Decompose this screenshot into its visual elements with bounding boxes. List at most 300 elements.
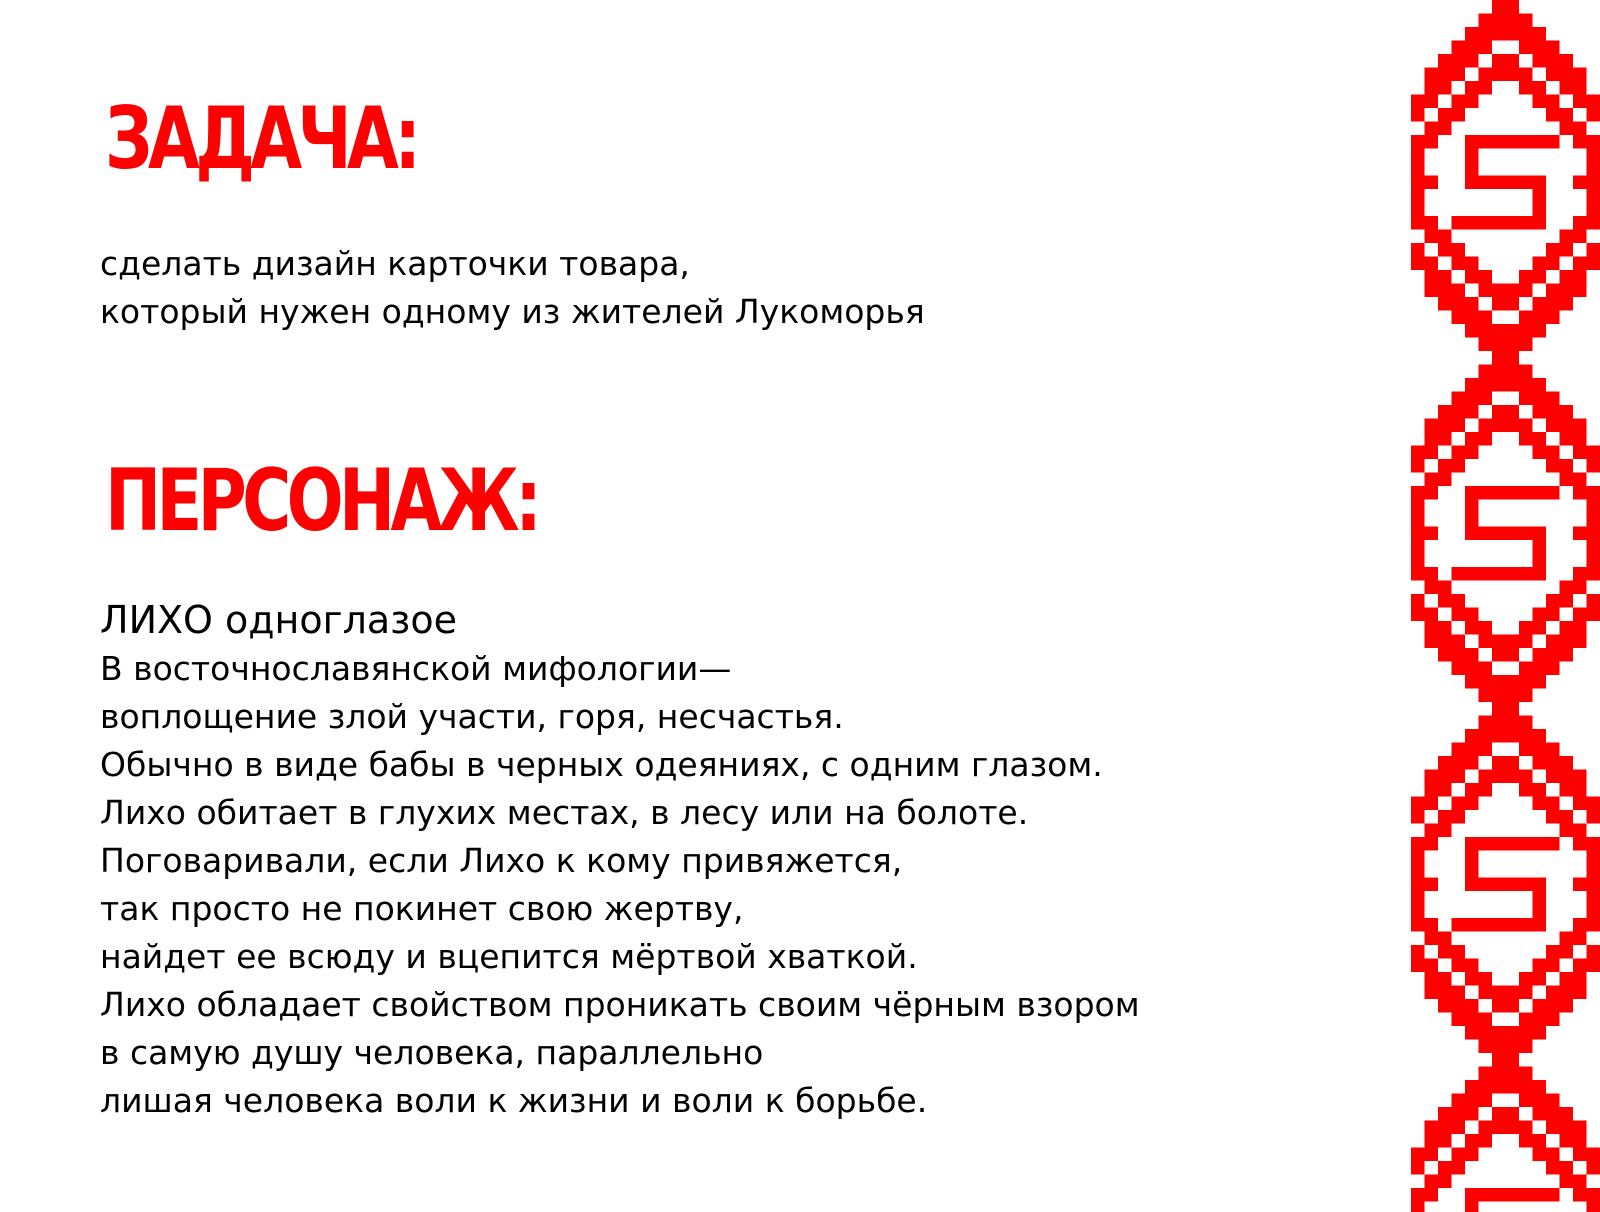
ornament-stitch	[1533, 648, 1547, 662]
ornament-stitch	[1492, 716, 1506, 730]
ornament-stitch	[1411, 864, 1425, 878]
ornament-stitch	[1546, 945, 1560, 959]
ornament-stitch	[1519, 338, 1533, 352]
ornament-stitch	[1492, 648, 1506, 662]
ornament-stitch	[1506, 1080, 1520, 1094]
ornament-stitch	[1425, 783, 1439, 797]
ornament-stitch	[1492, 68, 1506, 82]
ornament-stitch	[1573, 783, 1587, 797]
ornament-stitch	[1546, 108, 1560, 122]
ornament-stitch	[1465, 1148, 1479, 1162]
ornament-stitch	[1425, 972, 1439, 986]
ornament-stitch	[1479, 27, 1493, 41]
ornament-stitch	[1465, 1202, 1479, 1212]
ornament-stitch	[1533, 1188, 1547, 1202]
ornament-stitch	[1546, 1107, 1560, 1121]
ornament-stitch	[1425, 216, 1439, 230]
ornament-stitch	[1573, 1134, 1587, 1148]
ornament-stitch	[1533, 189, 1547, 203]
ornament-stitch	[1546, 419, 1560, 433]
ornament-stitch	[1438, 783, 1452, 797]
ornament-stitch	[1465, 527, 1479, 541]
ornament-stitch	[1533, 621, 1547, 635]
ornament-stitch	[1560, 770, 1574, 784]
ornament-stitch	[1519, 216, 1533, 230]
ornament-stitch	[1492, 527, 1506, 541]
ornament-stitch	[1519, 284, 1533, 298]
ornament-stitch	[1519, 621, 1533, 635]
ornament-stitch	[1573, 216, 1587, 230]
ornament-stitch	[1533, 486, 1547, 500]
ornament-stitch	[1533, 783, 1547, 797]
ornament-stitch	[1465, 149, 1479, 163]
ornament-stitch	[1519, 41, 1533, 55]
character-line: найдет ее всюду и вцепится мёртвой хваткой.	[100, 937, 918, 976]
ornament-stitch	[1587, 918, 1600, 932]
ornament-stitch	[1438, 54, 1452, 68]
ornament-stitch	[1560, 648, 1574, 662]
ornament-stitch	[1479, 432, 1493, 446]
ornament-stitch	[1492, 675, 1506, 689]
ornament-stitch	[1560, 824, 1574, 838]
ornament-stitch	[1425, 81, 1439, 95]
ornament-stitch	[1479, 635, 1493, 649]
ornament-stitch	[1438, 1175, 1452, 1189]
ornament-stitch	[1519, 1013, 1533, 1027]
ornament-stitch	[1519, 986, 1533, 1000]
ornament-stitch	[1452, 1161, 1466, 1175]
ornament-stitch	[1573, 770, 1587, 784]
ornament-stitch	[1560, 122, 1574, 136]
ornament-stitch	[1533, 1026, 1547, 1040]
ornament-stitch	[1492, 338, 1506, 352]
ornament-stitch	[1533, 81, 1547, 95]
ornament-stitch	[1519, 378, 1533, 392]
ornament-stitch	[1533, 905, 1547, 919]
ornament-stitch	[1465, 1094, 1479, 1108]
ornament-stitch	[1465, 392, 1479, 406]
ornament-stitch	[1519, 1188, 1533, 1202]
ornament-stitch	[1587, 1148, 1600, 1162]
ornament-stitch	[1465, 378, 1479, 392]
ornament-stitch	[1411, 500, 1425, 514]
ornament-stitch	[1573, 878, 1587, 892]
ornament-stitch	[1425, 1121, 1439, 1135]
ornament-stitch	[1519, 1026, 1533, 1040]
ornament-stitch	[1452, 797, 1466, 811]
ornament-stitch	[1452, 756, 1466, 770]
ornament-stitch	[1573, 419, 1587, 433]
ornament-stitch	[1465, 648, 1479, 662]
ornament-stitch	[1533, 878, 1547, 892]
ornament-stitch	[1573, 68, 1587, 82]
ornament-stitch	[1492, 1053, 1506, 1067]
ornament-stitch	[1560, 1175, 1574, 1189]
ornament-stitch	[1506, 986, 1520, 1000]
ornament-stitch	[1452, 1121, 1466, 1135]
ornament-stitch	[1411, 918, 1425, 932]
character-line: Обычно в виде бабы в черных одеяниях, с одним глазом.	[100, 745, 1103, 784]
ornament-stitch	[1573, 446, 1587, 460]
ornament-stitch	[1479, 365, 1493, 379]
ornament-stitch	[1519, 365, 1533, 379]
ornament-stitch	[1465, 176, 1479, 190]
ornament-stitch	[1546, 135, 1560, 149]
ornament-stitch	[1492, 729, 1506, 743]
ornament-stitch	[1492, 378, 1506, 392]
ornament-stitch	[1411, 149, 1425, 163]
ornament-stitch	[1533, 608, 1547, 622]
ornament-stitch	[1452, 311, 1466, 325]
ornament-stitch	[1492, 297, 1506, 311]
ornament-stitch	[1465, 1026, 1479, 1040]
ornament-stitch	[1560, 783, 1574, 797]
character-line: воплощение злой участи, горя, несчастья.	[100, 697, 844, 736]
ornament-stitch	[1506, 216, 1520, 230]
ornament-stitch	[1506, 176, 1520, 190]
ornament-stitch	[1546, 1188, 1560, 1202]
ornament-stitch	[1560, 1107, 1574, 1121]
ornament-stitch	[1587, 486, 1600, 500]
ornament-stitch	[1546, 635, 1560, 649]
ornament-stitch	[1573, 1121, 1587, 1135]
ornament-stitch	[1465, 297, 1479, 311]
ornament-stitch	[1479, 567, 1493, 581]
ornament-stitch	[1519, 770, 1533, 784]
ornament-stitch	[1587, 135, 1600, 149]
ornament-stitch	[1546, 1094, 1560, 1108]
ornament-stitch	[1425, 527, 1439, 541]
ornament-stitch	[1479, 1094, 1493, 1108]
ornament-stitch	[1479, 1134, 1493, 1148]
ornament-stitch	[1587, 257, 1600, 271]
ornament-stitch	[1533, 432, 1547, 446]
ornament-stitch	[1587, 1161, 1600, 1175]
ornament-stitch	[1560, 999, 1574, 1013]
ornament-stitch	[1438, 635, 1452, 649]
ornament-stitch	[1452, 770, 1466, 784]
ornament-stitch	[1438, 1121, 1452, 1135]
ornament-stitch	[1519, 176, 1533, 190]
ornament-stitch	[1587, 95, 1600, 109]
ornament-stitch	[1587, 810, 1600, 824]
ornament-stitch	[1438, 1107, 1452, 1121]
ornament-stitch	[1438, 756, 1452, 770]
ornament-stitch	[1425, 176, 1439, 190]
ornament-stitch	[1519, 635, 1533, 649]
ornament-stitch	[1573, 1175, 1587, 1189]
ornament-stitch	[1560, 594, 1574, 608]
ornament-stitch	[1425, 1148, 1439, 1162]
ornament-stitch	[1452, 108, 1466, 122]
ornament-stitch	[1587, 594, 1600, 608]
ornament-border	[1411, 0, 1600, 1212]
ornament-stitch	[1546, 837, 1560, 851]
ornament-stitch	[1492, 702, 1506, 716]
ornament-stitch	[1573, 621, 1587, 635]
ornament-stitch	[1533, 743, 1547, 757]
ornament-stitch	[1438, 270, 1452, 284]
ornament-stitch	[1546, 594, 1560, 608]
ornament-stitch	[1506, 1026, 1520, 1040]
ornament-stitch	[1465, 446, 1479, 460]
ornament-stitch	[1492, 14, 1506, 28]
ornament-stitch	[1506, 351, 1520, 365]
ornament-stitch	[1438, 1161, 1452, 1175]
ornament-stitch	[1533, 891, 1547, 905]
ornament-stitch	[1452, 405, 1466, 419]
ornament-stitch	[1573, 473, 1587, 487]
ornament-stitch	[1411, 1161, 1425, 1175]
ornament-stitch	[1438, 972, 1452, 986]
ornament-stitch	[1519, 972, 1533, 986]
ornament-stitch	[1519, 743, 1533, 757]
ornament-stitch	[1425, 824, 1439, 838]
ornament-stitch	[1452, 95, 1466, 109]
ornament-stitch	[1533, 41, 1547, 55]
ornament-stitch	[1506, 135, 1520, 149]
ornament-stitch	[1438, 1134, 1452, 1148]
ornament-stitch	[1506, 14, 1520, 28]
ornament-stitch	[1479, 770, 1493, 784]
ornament-stitch	[1546, 999, 1560, 1013]
ornament-stitch	[1519, 27, 1533, 41]
ornament-stitch	[1492, 27, 1506, 41]
ornament-stitch	[1479, 837, 1493, 851]
ornament-stitch	[1560, 81, 1574, 95]
ornament-stitch	[1587, 1202, 1600, 1212]
ornament-stitch	[1492, 999, 1506, 1013]
ornament-stitch	[1465, 608, 1479, 622]
ornament-stitch	[1411, 108, 1425, 122]
ornament-stitch	[1573, 1148, 1587, 1162]
ornament-stitch	[1546, 770, 1560, 784]
ornament-stitch	[1425, 446, 1439, 460]
character-name: ЛИХО одноглазое	[100, 598, 458, 642]
ornament-stitch	[1492, 1040, 1506, 1054]
ornament-stitch	[1465, 1080, 1479, 1094]
ornament-stitch	[1465, 743, 1479, 757]
ornament-stitch	[1533, 972, 1547, 986]
ornament-stitch	[1506, 1040, 1520, 1054]
ornament-stitch	[1411, 851, 1425, 865]
ornament-stitch	[1533, 203, 1547, 217]
ornament-stitch	[1533, 54, 1547, 68]
ornament-stitch	[1479, 527, 1493, 541]
ornament-stitch	[1492, 1107, 1506, 1121]
ornament-stitch	[1411, 891, 1425, 905]
ornament-stitch	[1452, 243, 1466, 257]
ornament-stitch	[1533, 27, 1547, 41]
character-line: Лихо обладает свойством проникать своим чёрным взором	[100, 985, 1140, 1024]
ornament-stitch	[1452, 297, 1466, 311]
ornament-stitch	[1438, 122, 1452, 136]
ornament-stitch	[1411, 216, 1425, 230]
ornament-stitch	[1492, 405, 1506, 419]
ornament-stitch	[1479, 270, 1493, 284]
ornament-stitch	[1452, 1013, 1466, 1027]
ornament-stitch	[1465, 41, 1479, 55]
ornament-stitch	[1425, 432, 1439, 446]
ornament-stitch	[1452, 41, 1466, 55]
ornament-stitch	[1452, 1107, 1466, 1121]
ornament-stitch	[1411, 527, 1425, 541]
ornament-stitch	[1438, 68, 1452, 82]
ornament-stitch	[1573, 122, 1587, 136]
ornament-stitch	[1452, 1094, 1466, 1108]
ornament-stitch	[1533, 135, 1547, 149]
ornament-stitch	[1425, 837, 1439, 851]
ornament-stitch	[1533, 176, 1547, 190]
ornament-stitch	[1479, 1013, 1493, 1027]
ornament-stitch	[1438, 986, 1452, 1000]
ornament-stitch	[1452, 648, 1466, 662]
character-description	[100, 595, 1140, 1125]
ornament-stitch	[1452, 68, 1466, 82]
ornament-stitch	[1573, 824, 1587, 838]
ornament-stitch	[1452, 594, 1466, 608]
ornament-stitch	[1506, 0, 1520, 14]
ornament-stitch	[1438, 459, 1452, 473]
ornament-stitch	[1519, 567, 1533, 581]
ornament-stitch	[1519, 1094, 1533, 1108]
ornament-stitch	[1506, 567, 1520, 581]
ornament-stitch	[1533, 1013, 1547, 1027]
ornament-stitch	[1587, 945, 1600, 959]
ornament-stitch	[1533, 1107, 1547, 1121]
ornament-stitch	[1411, 135, 1425, 149]
ornament-stitch	[1546, 1013, 1560, 1027]
ornament-stitch	[1425, 473, 1439, 487]
ornament-stitch	[1425, 918, 1439, 932]
ornament-stitch	[1479, 662, 1493, 676]
ornament-stitch	[1506, 1121, 1520, 1135]
ornament-stitch	[1533, 756, 1547, 770]
ornament-stitch	[1452, 608, 1466, 622]
ornament-stitch	[1479, 419, 1493, 433]
ornament-stitch	[1411, 905, 1425, 919]
ornament-stitch	[1587, 1188, 1600, 1202]
ornament-stitch	[1425, 878, 1439, 892]
ornament-stitch	[1465, 972, 1479, 986]
ornament-stitch	[1452, 54, 1466, 68]
ornament-stitch	[1560, 297, 1574, 311]
ornament-stitch	[1492, 756, 1506, 770]
ornament-stitch	[1411, 594, 1425, 608]
ornament-stitch	[1479, 743, 1493, 757]
ornament-stitch	[1452, 743, 1466, 757]
ornament-stitch	[1546, 405, 1560, 419]
ornament-stitch	[1492, 1121, 1506, 1135]
ornament-stitch	[1560, 243, 1574, 257]
ornament-stitch	[1546, 392, 1560, 406]
ornament-stitch	[1479, 311, 1493, 325]
ornament-stitch	[1587, 891, 1600, 905]
ornament-stitch	[1546, 446, 1560, 460]
ornament-stitch	[1560, 54, 1574, 68]
task-line: сделать дизайн карточки товара,	[100, 244, 690, 283]
character-line: Поговаривали, если Лихо к кому привяжется,	[100, 841, 903, 880]
ornament-stitch	[1573, 837, 1587, 851]
ornament-stitch	[1479, 716, 1493, 730]
ornament-stitch	[1519, 486, 1533, 500]
ornament-stitch	[1533, 797, 1547, 811]
ornament-stitch	[1533, 567, 1547, 581]
ornament-stitch	[1411, 95, 1425, 109]
ornament-stitch	[1479, 81, 1493, 95]
ornament-stitch	[1506, 635, 1520, 649]
ornament-stitch	[1587, 554, 1600, 568]
ornament-stitch	[1519, 662, 1533, 676]
ornament-stitch	[1465, 621, 1479, 635]
ornament-stitch	[1560, 473, 1574, 487]
ornament-stitch	[1546, 95, 1560, 109]
ornament-stitch	[1438, 432, 1452, 446]
ornament-stitch	[1425, 68, 1439, 82]
ornament-stitch	[1425, 986, 1439, 1000]
ornament-stitch	[1519, 392, 1533, 406]
ornament-stitch	[1492, 284, 1506, 298]
ornament-stitch	[1519, 1121, 1533, 1135]
ornament-stitch	[1533, 540, 1547, 554]
ornament-stitch	[1492, 1067, 1506, 1081]
ornament-stitch	[1479, 378, 1493, 392]
ornament-stitch	[1425, 419, 1439, 433]
ornament-stitch	[1546, 756, 1560, 770]
ornament-stitch	[1573, 932, 1587, 946]
ornament-stitch	[1452, 216, 1466, 230]
ornament-stitch	[1506, 1053, 1520, 1067]
ornament-stitch	[1587, 959, 1600, 973]
ornament-stitch	[1573, 986, 1587, 1000]
ornament-stitch	[1506, 297, 1520, 311]
ornament-stitch	[1492, 1080, 1506, 1094]
ornament-stitch	[1465, 500, 1479, 514]
ornament-stitch	[1506, 527, 1520, 541]
ornament-stitch	[1452, 999, 1466, 1013]
ornament-stitch	[1573, 527, 1587, 541]
ornament-stitch	[1587, 567, 1600, 581]
ornament-stitch	[1546, 243, 1560, 257]
ornament-stitch	[1573, 797, 1587, 811]
ornament-stitch	[1506, 648, 1520, 662]
ornament-stitch	[1519, 783, 1533, 797]
ornament-stitch	[1479, 216, 1493, 230]
ornament-stitch	[1411, 1148, 1425, 1162]
ornament-stitch	[1519, 675, 1533, 689]
ornament-stitch	[1546, 608, 1560, 622]
ornament-stitch	[1438, 81, 1452, 95]
ornament-stitch	[1465, 513, 1479, 527]
ornament-stitch	[1560, 621, 1574, 635]
ornament-stitch	[1519, 68, 1533, 82]
ornament-stitch	[1465, 1134, 1479, 1148]
ornament-stitch	[1533, 527, 1547, 541]
ornament-stitch	[1560, 756, 1574, 770]
ornament-stitch	[1479, 1040, 1493, 1054]
ornament-stitch	[1546, 486, 1560, 500]
ornament-stitch	[1519, 1080, 1533, 1094]
task-description	[100, 240, 925, 336]
ornament-stitch	[1465, 324, 1479, 338]
ornament-stitch	[1438, 770, 1452, 784]
ornament-stitch	[1546, 68, 1560, 82]
ornament-stitch	[1465, 729, 1479, 743]
ornament-stitch	[1479, 284, 1493, 298]
ornament-stitch	[1560, 284, 1574, 298]
ornament-stitch	[1533, 297, 1547, 311]
ornament-stitch	[1465, 959, 1479, 973]
